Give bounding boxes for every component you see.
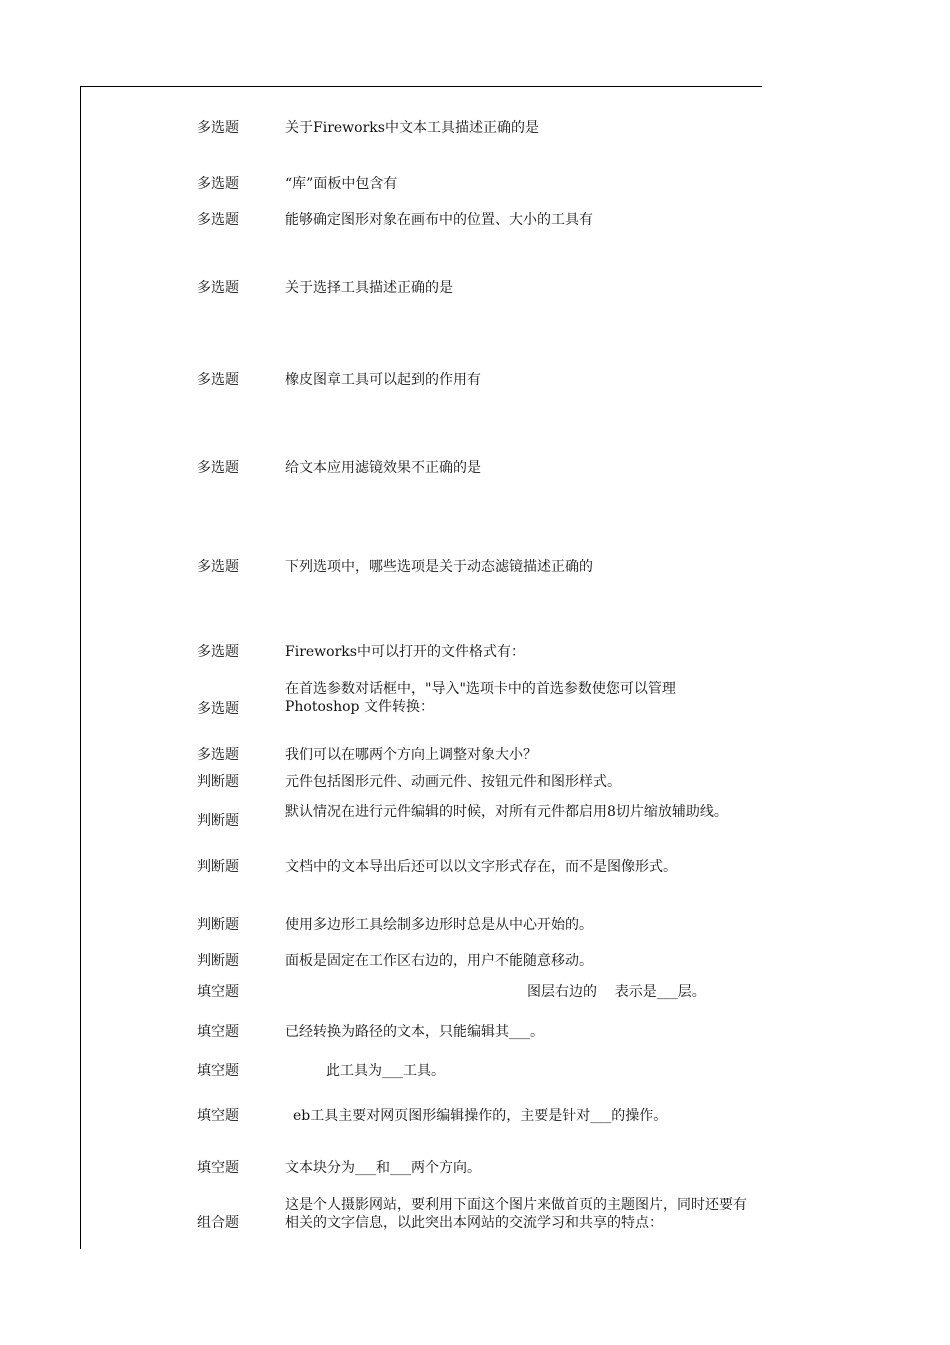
question-text: 能够确定图形对象在画布中的位置、大小的工具有 (285, 212, 593, 228)
left-border-line (80, 86, 81, 1249)
question-text: 此工具为___工具。 (326, 1063, 445, 1079)
question-type: 填空题 (197, 984, 239, 1000)
question-text: 默认情况在进行元件编辑的时候，对所有元件都启用8切片缩放辅助线。 (285, 804, 728, 820)
question-type: 判断题 (197, 859, 239, 875)
question-type: 判断题 (197, 813, 239, 829)
question-type: 填空题 (197, 1024, 239, 1040)
question-type: 多选题 (197, 747, 239, 763)
question-text: 文档中的文本导出后还可以以文字形式存在，而不是图像形式。 (285, 859, 677, 875)
question-type: 判断题 (197, 953, 239, 969)
question-type: 多选题 (197, 280, 239, 296)
question-type: 多选题 (197, 176, 239, 192)
question-text: 文本块分为___和___两个方向。 (285, 1160, 481, 1176)
question-text: eb工具主要对网页图形编辑操作的，主要是针对___的操作。 (293, 1108, 668, 1124)
question-text: 下列选项中，哪些选项是关于动态滤镜描述正确的 (285, 559, 593, 575)
question-text: 图层右边的 表示是___层。 (527, 984, 706, 1000)
question-type: 判断题 (197, 917, 239, 933)
question-text: 使用多边形工具绘制多边形时总是从中心开始的。 (285, 917, 593, 933)
question-text: Fireworks中可以打开的文件格式有： (285, 644, 525, 660)
question-type: 多选题 (197, 212, 239, 228)
question-text: 元件包括图形元件、动画元件、按钮元件和图形样式。 (285, 774, 621, 790)
question-text: 关于Fireworks中文本工具描述正确的是 (285, 120, 539, 136)
question-text: 面板是固定在工作区右边的，用户不能随意移动。 (285, 953, 593, 969)
question-type: 多选题 (197, 460, 239, 476)
question-text: 关于选择工具描述正确的是 (285, 280, 453, 296)
top-border-line (80, 86, 762, 87)
question-type: 填空题 (197, 1063, 239, 1079)
question-text: 给文本应用滤镜效果不正确的是 (285, 460, 481, 476)
question-type: 多选题 (197, 701, 239, 717)
question-type: 判断题 (197, 774, 239, 790)
question-text: 这是个人摄影网站，要利用下面这个图片来做首页的主题图片，同时还要有相关的文字信息，以此突出本网站的交流学习和共享的特点： (285, 1197, 747, 1231)
question-text: “库”面板中包含有 (285, 176, 398, 192)
question-text: 在首选参数对话框中，"导入"选项卡中的首选参数使您可以管理Photoshop 文件转换： (285, 681, 676, 715)
question-text: 我们可以在哪两个方向上调整对象大小？ (285, 747, 537, 763)
question-type: 多选题 (197, 372, 239, 388)
question-type: 填空题 (197, 1160, 239, 1176)
question-type: 多选题 (197, 559, 239, 575)
question-type: 填空题 (197, 1108, 239, 1124)
question-text: 已经转换为路径的文本，只能编辑其___。 (285, 1024, 544, 1040)
question-type: 多选题 (197, 120, 239, 136)
question-text: 橡皮图章工具可以起到的作用有 (285, 372, 481, 388)
question-type: 多选题 (197, 644, 239, 660)
question-type: 组合题 (197, 1215, 239, 1231)
